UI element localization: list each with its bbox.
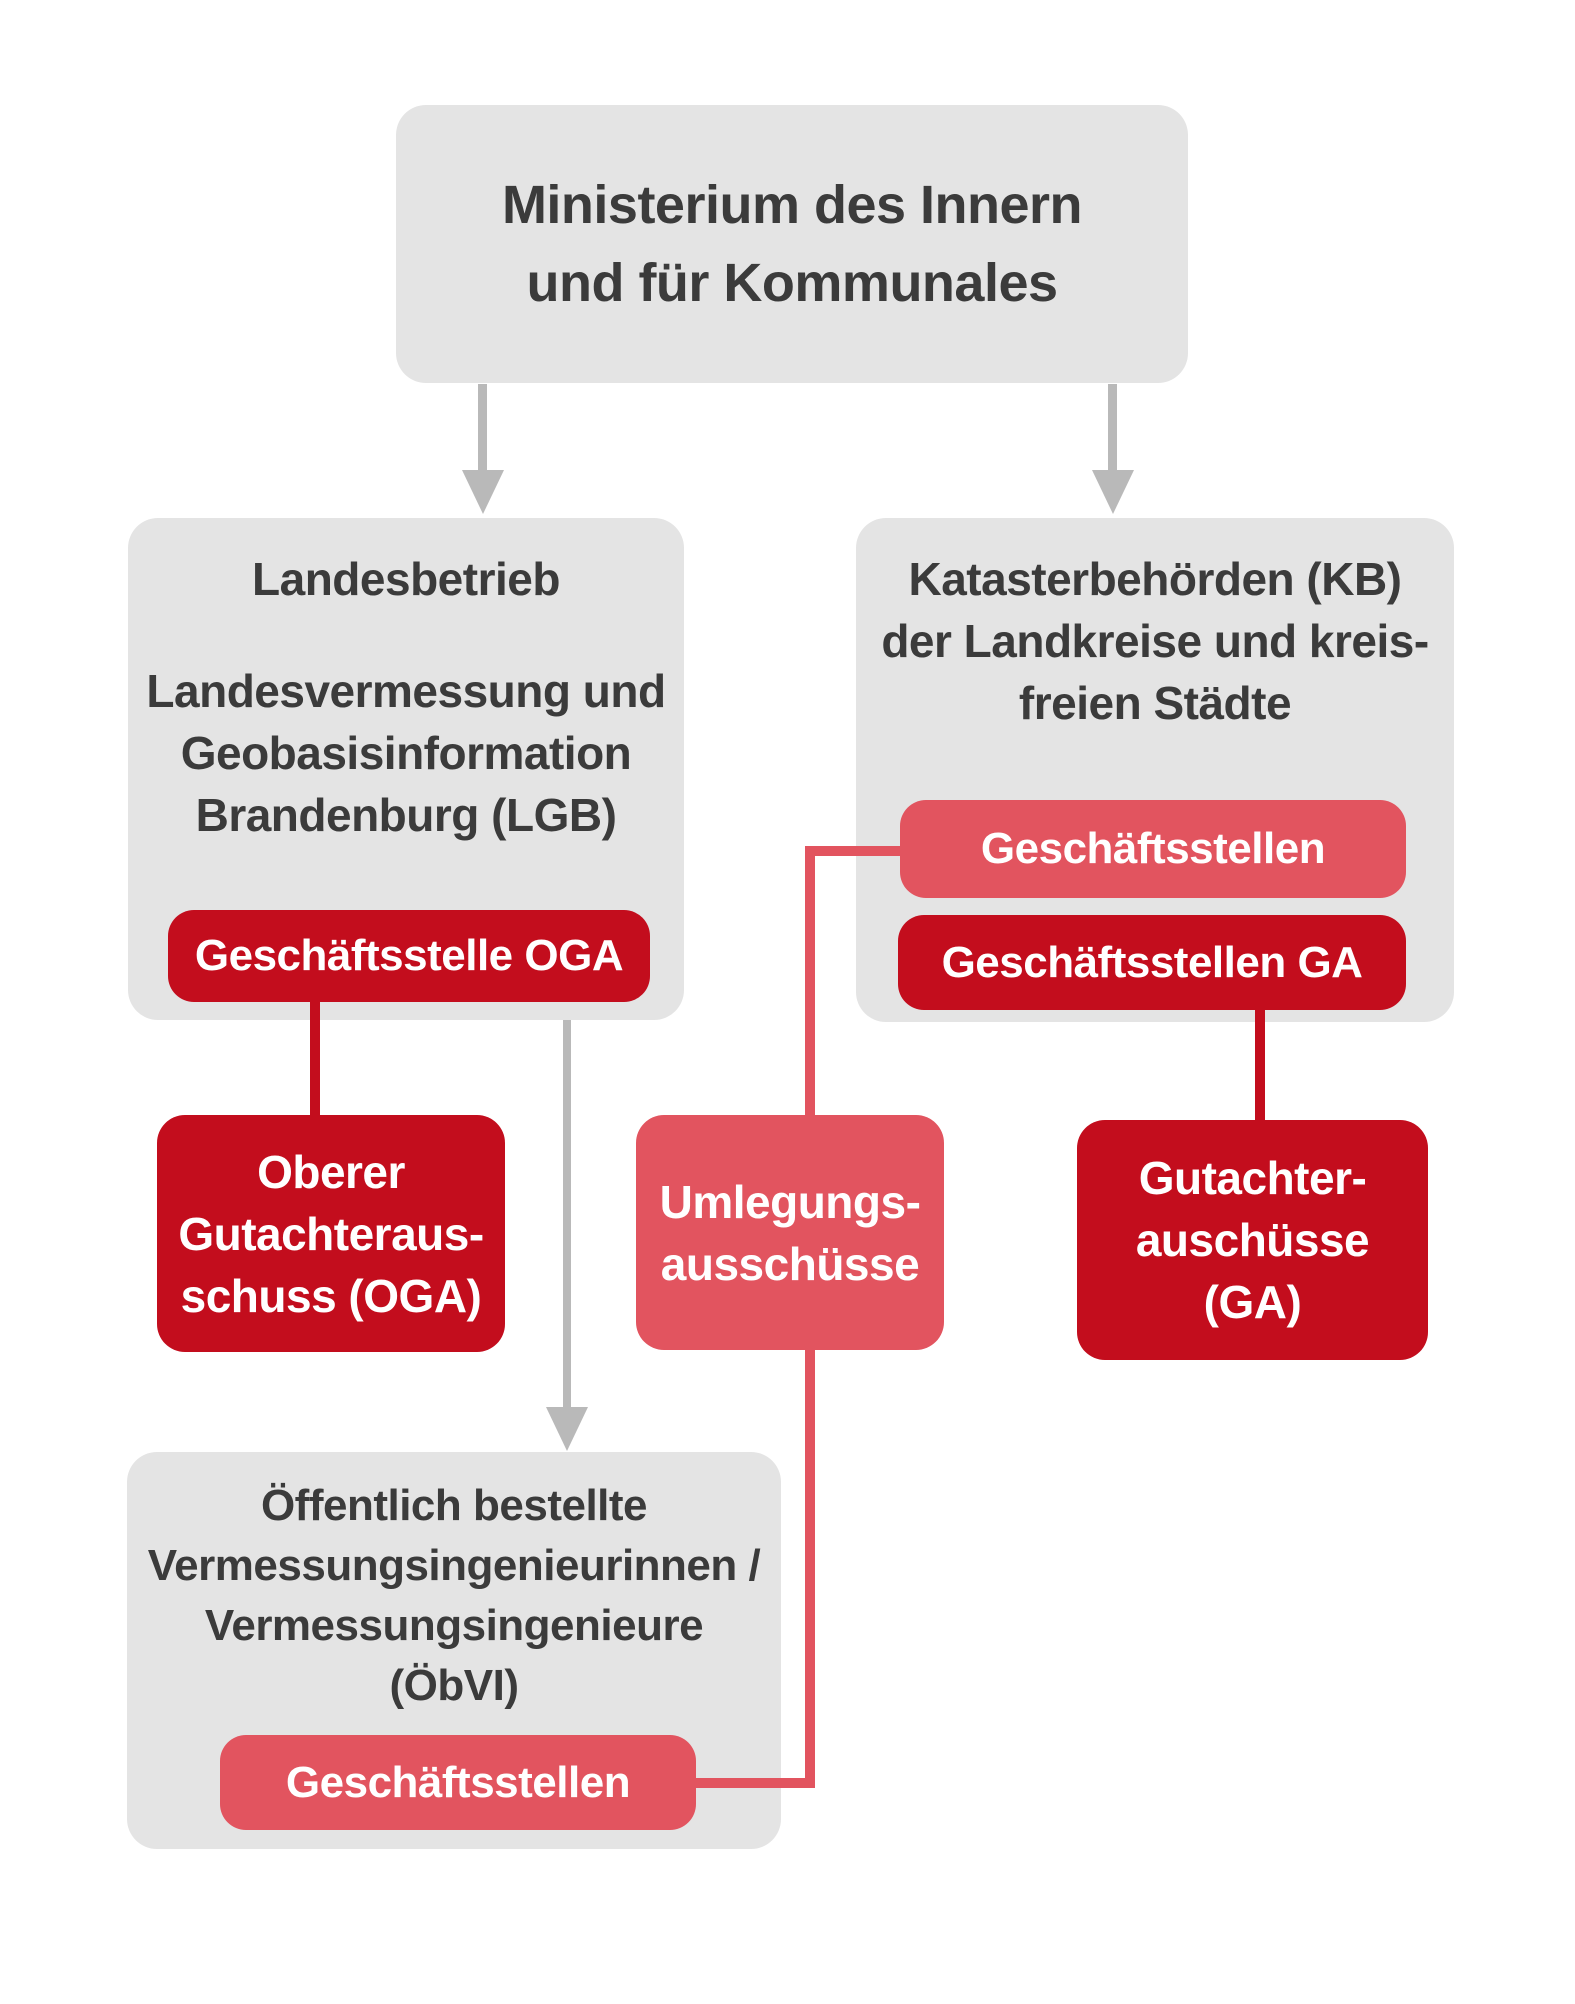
oga-line-3: schuss (OGA) <box>180 1269 482 1322</box>
lgb-line-4: Brandenburg (LGB) <box>195 789 617 841</box>
ministry-box <box>396 105 1188 383</box>
oga-line-1: Oberer <box>257 1145 405 1198</box>
obvi-geschaeftsstellen-button: Geschäftsstellen <box>220 1735 696 1830</box>
lgb-line-2: Landesvermessung und <box>146 665 666 717</box>
down-arrow-left-icon <box>462 470 504 514</box>
lgb-to-obvi-arrow-shaft <box>563 1020 571 1407</box>
lgb-line-blank <box>128 610 684 660</box>
kb-line-3: freien Städte <box>1018 677 1292 729</box>
kb-line-1: Katasterbehörden (KB) <box>908 553 1402 605</box>
geschaeftsstelle-oga-button: Geschäftsstelle OGA <box>168 910 650 1002</box>
obvi-line-4: (ÖbVI) <box>389 1661 519 1710</box>
oga-box <box>157 1115 505 1352</box>
kb-geschaeftsstellen-button: Geschäftsstellen <box>900 800 1406 898</box>
obvi-line-2: Vermessungsingenieurinnen / <box>147 1541 761 1590</box>
pink-connector-bottom-horizontal <box>687 1778 815 1788</box>
pink-connector-top-horizontal <box>810 846 900 856</box>
kb-line-2: der Landkreise und kreis- <box>881 615 1429 667</box>
obvi-line-1: Öffentlich bestellte <box>260 1481 648 1530</box>
lgb-to-obvi-arrow-icon <box>546 1407 588 1451</box>
ministry-line-1: Ministerium des Innern <box>501 175 1083 235</box>
oga-connector-line <box>310 996 320 1115</box>
ga-line-3: (GA) <box>1203 1276 1302 1328</box>
lgb-line-1: Landesbetrieb <box>252 553 560 605</box>
umlegung-line-2: ausschüsse <box>660 1237 920 1290</box>
ga-line-2: auschüsse <box>1135 1214 1370 1266</box>
ministry-line-2: und für Kommunales <box>526 253 1058 313</box>
down-arrow-right-shaft <box>1108 384 1117 472</box>
umlegung-line-1: Umlegungs- <box>659 1175 921 1228</box>
down-arrow-left-shaft <box>478 384 487 472</box>
ga-line-1: Gutachter- <box>1138 1152 1367 1204</box>
kb-geschaeftsstellen-ga-button: Geschäftsstellen GA <box>898 915 1406 1010</box>
oga-line-2: Gutachteraus- <box>178 1207 484 1260</box>
down-arrow-right-icon <box>1092 470 1134 514</box>
ga-connector-line <box>1255 1008 1265 1122</box>
lgb-line-3: Geobasisinformation <box>180 727 632 779</box>
umlegungsausschuesse-box <box>636 1115 944 1350</box>
ga-box <box>1077 1120 1428 1360</box>
obvi-line-3: Vermessungsingenieure <box>204 1601 704 1650</box>
